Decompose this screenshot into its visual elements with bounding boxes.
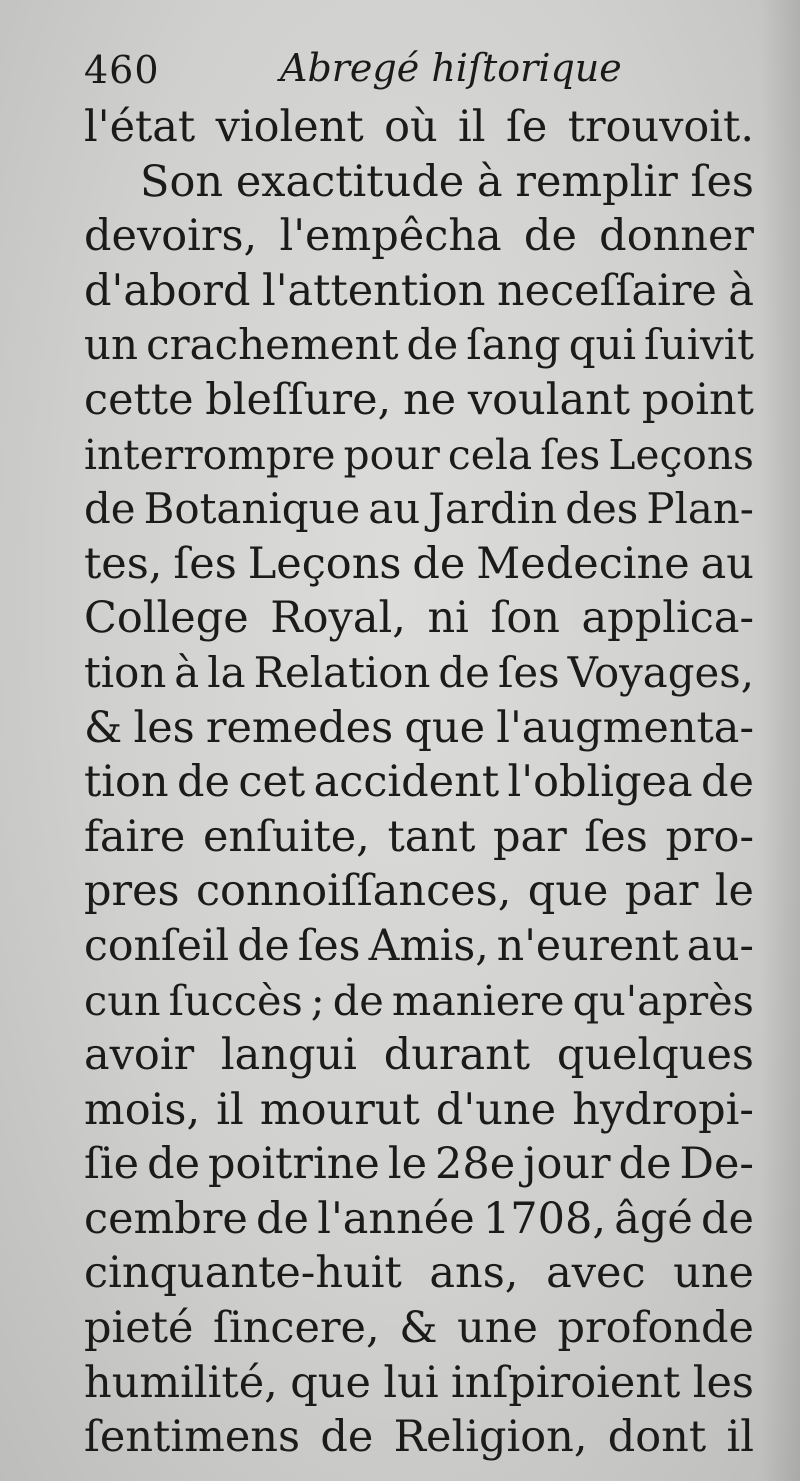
text-line: tes, ſes Leçons de Medecine au xyxy=(84,538,754,589)
text-line: cembre de l'année 1708, âgé de xyxy=(84,1193,754,1244)
text-line: humilité, que lui inſpiroient les xyxy=(84,1357,754,1408)
text-line: avoir langui durant quelques xyxy=(84,1030,754,1081)
text-line: un crachement de ſang qui ſuivit xyxy=(84,320,754,370)
text-line: tion à la Relation de ſes Voyages, xyxy=(84,647,754,697)
running-head xyxy=(84,44,622,100)
text-line: cinquante-huit ans, avec une xyxy=(84,1248,754,1299)
text-line: conſeil de ſes Amis, n'eurent au- xyxy=(84,920,754,971)
text-line: d'abord l'attention neceſſaire à xyxy=(84,265,754,316)
text-line: cun ſuccès ; de maniere qu'après xyxy=(84,976,754,1025)
page-number: 460 xyxy=(84,48,160,92)
text-line: l'état violent où il ſe trouvoit. xyxy=(84,102,754,152)
text-line: pieté ſincere, & une profonde xyxy=(84,1303,754,1354)
running-title: Abregé hiſtorique xyxy=(280,46,622,90)
text-line: pres connoiſſances, que par le xyxy=(84,866,754,917)
text-line: de Botanique au Jardin des Plan- xyxy=(84,484,754,534)
text-line: Son exactitude à remplir ſes xyxy=(140,156,754,207)
text-line: tion de cet accident l'obligea de xyxy=(84,757,754,808)
text-line: faire enſuite, tant par ſes pro- xyxy=(84,811,754,862)
text-line: ſie de poitrine le 28e jour de De- xyxy=(84,1139,754,1190)
text-line: ſentimens de Religion, dont il xyxy=(84,1412,754,1463)
text-line: College Royal, ni ſon applica- xyxy=(84,593,754,644)
text-line: cette bleſſure, ne voulant point xyxy=(84,374,754,425)
text-line: mois, il mourut d'une hydropi- xyxy=(84,1084,754,1135)
body-text xyxy=(84,100,754,1465)
text-line: interrompre pour cela ſes Leçons xyxy=(84,430,754,479)
text-line: & les remedes que l'augmenta- xyxy=(84,702,754,753)
text-line: devoirs, l'empêcha de donner xyxy=(84,211,754,262)
